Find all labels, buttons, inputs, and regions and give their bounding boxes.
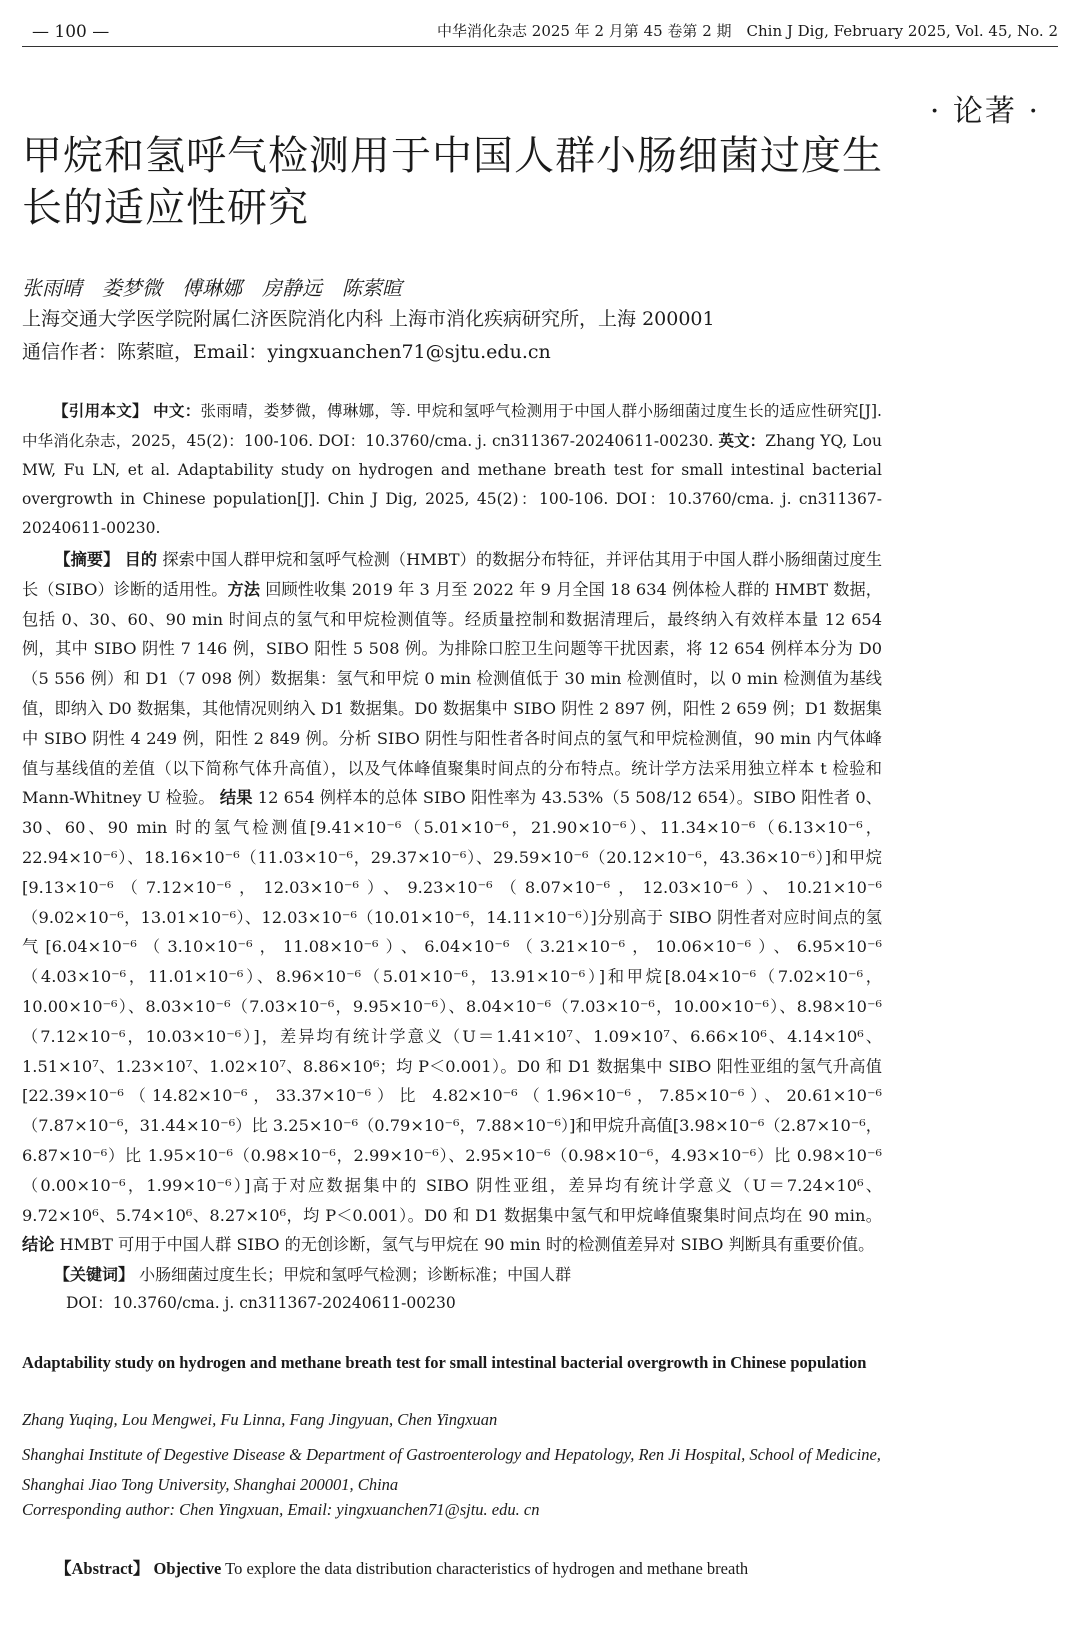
corresponding-author: 通信作者：陈萦暄，Email：yingxuanchen71@sjtu.edu.cn <box>22 341 551 363</box>
english-authors: Zhang Yuqing, Lou Mengwei, Fu Linna, Fang Jingyuan, Chen Yingxuan <box>22 1410 498 1429</box>
keywords-label: 【关键词】 <box>54 1265 135 1284</box>
abstract-block <box>22 545 882 1260</box>
objective-text: 探索中国人群甲烷和氢呼气检测（HMBT）的数据分布特征，并评估其用于中国人群小肠细菌过度生长（SIBO）诊断的适用性。 <box>22 550 883 599</box>
citation-cn-label: 中文： <box>153 401 201 420</box>
methods-label: 方法 <box>227 579 261 599</box>
abstract-label: 【摘要】 <box>54 550 120 569</box>
section-tag: · 论著 · <box>929 94 1040 129</box>
keywords <box>22 1262 882 1285</box>
methods-text: 回顾性收集 2019 年 3 月至 2022 年 9 月全国 18 634 例体检人群的 HMBT 数据，包括 0、30、60、90 min 时间点的氢气和甲烷检测值等。经质量控制和数据清理后，最终纳入有效样本量 12 654 例，其中 SIBO 阴性 7 146 例，SIBO 阳性 5 508 例。为排除口腔卫生问题等干扰因素，将 12 654 例样本分为 D0（5 556 例）和 D1（7 098 例）数据集：氢气和甲烷 0 min 检测值低于 30 min 检测值时，以 0 min 检测值为基线值，即纳入 D0 数据集，其他情况则纳入 D1 数据集。D0 数据集中 SIBO 阴性 2 897 例，阳性 2 659 例；D1 数据集中 SIBO 阴性 4 249 例，阳性 2 849 例。分析 SIBO 阴性与阳性者各时间点的氢气和甲烷检测值，90 min 内气体峰值与基线值的差值（以下简称气体升高值），以及气体峰值聚集时间点的分布特点。统计学方法采用独立样本 t 检验和 Mann-Whitney U 检验。 <box>22 579 882 808</box>
authors: 张雨晴 娄梦微 傅琳娜 房静远 陈萦暄 <box>22 276 402 300</box>
article-title: 甲烷和氢呼气检测用于中国人群小肠细菌过度生长的适应性研究 <box>22 133 883 231</box>
citation-label: 【引用本文】 <box>53 401 148 420</box>
conclusion-label: 结论 <box>22 1235 55 1255</box>
running-header <box>22 18 1058 47</box>
english-abstract <box>22 1555 882 1579</box>
page-number: — 100 — <box>32 22 110 42</box>
conclusion-text: HMBT 可用于中国人群 SIBO 的无创诊断，氢气与甲烷在 90 min 时的检测值差异对 SIBO 判断具有重要价值。 <box>59 1235 875 1255</box>
english-corresponding: Corresponding author: Chen Yingxuan, Email: yingxuanchen71@sjtu. edu. cn <box>22 1500 540 1519</box>
citation-block <box>22 396 882 543</box>
citation-en-label: 英文： <box>718 431 766 450</box>
english-abstract-label: 【Abstract】 <box>55 1559 150 1578</box>
results-text: 12 654 例样本的总体 SIBO 阳性率为 43.53%（5 508/12 654）。SIBO 阳性者 0、30、60、90 min 时的氢气检测值[9.41×10⁻⁶（5.01×10⁻⁶，21.90×10⁻⁶）、11.34×10⁻⁶（6.13×10⁻⁶，22.94×10⁻⁶）、18.16×10⁻⁶（11.03×10⁻⁶，29.37×10⁻⁶）、29.59×10⁻⁶（20.12×10⁻⁶，43.36×10⁻⁶）]和甲烷[9.13×10⁻⁶（7.12×10⁻⁶，12.03×10⁻⁶）、9.23×10⁻⁶（8.07×10⁻⁶，12.03×10⁻⁶）、10.21×10⁻⁶（9.02×10⁻⁶，13.01×10⁻⁶）、12.03×10⁻⁶（10.01×10⁻⁶，14.11×10⁻⁶）]分别高于 SIBO 阴性者对应时间点的氢气[6.04×10⁻⁶（3.10×10⁻⁶，11.08×10⁻⁶）、6.04×10⁻⁶（3.21×10⁻⁶，10.06×10⁻⁶）、6.95×10⁻⁶（4.03×10⁻⁶，11.01×10⁻⁶）、8.96×10⁻⁶（5.01×10⁻⁶，13.91×10⁻⁶）]和甲烷[8.04×10⁻⁶（7.02×10⁻⁶，10.00×10⁻⁶）、8.03×10⁻⁶（7.03×10⁻⁶，9.95×10⁻⁶）、8.04×10⁻⁶（7.03×10⁻⁶，10.00×10⁻⁶）、8.98×10⁻⁶（7.12×10⁻⁶，10.03×10⁻⁶）]，差异均有统计学意义（U＝1.41×10⁷、1.09×10⁷、6.66×10⁶、4.14×10⁶、1.51×10⁷、1.23×10⁷、1.02×10⁷、8.86×10⁶；均 P＜0.001）。D0 和 D1 数据集中 SIBO 阳性亚组的氢气升高值[22.39×10⁻⁶（14.82×10⁻⁶，33.37×10⁻⁶）比 4.82×10⁻⁶（1.96×10⁻⁶，7.85×10⁻⁶）、20.61×10⁻⁶（7.87×10⁻⁶，31.44×10⁻⁶）比 3.25×10⁻⁶（0.79×10⁻⁶，7.88×10⁻⁶）]和甲烷升高值[3.98×10⁻⁶（2.87×10⁻⁶，6.87×10⁻⁶）比 1.95×10⁻⁶（0.98×10⁻⁶，2.99×10⁻⁶）、2.95×10⁻⁶（0.98×10⁻⁶，4.93×10⁻⁶）比 0.98×10⁻⁶（0.00×10⁻⁶，1.99×10⁻⁶）]高于对应数据集中的 SIBO 阴性亚组，差异均有统计学意义（U＝7.24×10⁶、9.72×10⁶、5.74×10⁶、8.27×10⁶，均 P＜0.001）。D0 和 D1 数据集中氢气和甲烷峰值聚集时间点均在 90 min。 <box>22 788 882 1225</box>
citation-en-text: Zhang YQ, Lou MW, Fu LN, et al. Adaptability study on hydrogen and methane breath test for small intestinal bacterial overgrowth in Chinese population[J]. Chin J Dig, 2025, 45(2)：100-106. DOI：10.3760/cma. j. cn311367-20240611-00230. <box>22 432 882 537</box>
objective-label: 目的 <box>124 550 158 569</box>
keywords-text: 小肠细菌过度生长；甲烷和氢呼气检测；诊断标准；中国人群 <box>139 1265 572 1284</box>
english-objective-label: Objective <box>153 1559 222 1578</box>
english-affiliation: Shanghai Institute of Degestive Disease & Department of Gastroenterology and Hepatology, Ren Ji Hospital, School of Medicine, Shanghai Jiao Tong University, Shanghai 200001, China <box>22 1445 881 1494</box>
citation-cn-text: 张雨晴，娄梦微，傅琳娜，等. 甲烷和氢呼气检测用于中国人群小肠细菌过度生长的适应性研究[J]. 中华消化杂志，2025，45(2)：100-106. DOI：10.3760/cma. j. cn311367-20240611-00230. <box>22 402 882 450</box>
affiliation: 上海交通大学医学院附属仁济医院消化内科 上海市消化疾病研究所，上海 200001 <box>22 308 715 330</box>
results-label: 结果 <box>219 788 253 808</box>
english-objective-text: To explore the data distribution characteristics of hydrogen and methane breath <box>225 1559 749 1578</box>
doi: DOI：10.3760/cma. j. cn311367-20240611-00230 <box>66 1294 456 1312</box>
english-title: Adaptability study on hydrogen and methane breath test for small intestinal bacterial overgrowth in Chinese population <box>22 1353 867 1372</box>
journal-info: 中华消化杂志 2025 年 2 月第 45 卷第 2 期 Chin J Dig, February 2025, Vol. 45, No. 2 <box>437 22 1058 40</box>
